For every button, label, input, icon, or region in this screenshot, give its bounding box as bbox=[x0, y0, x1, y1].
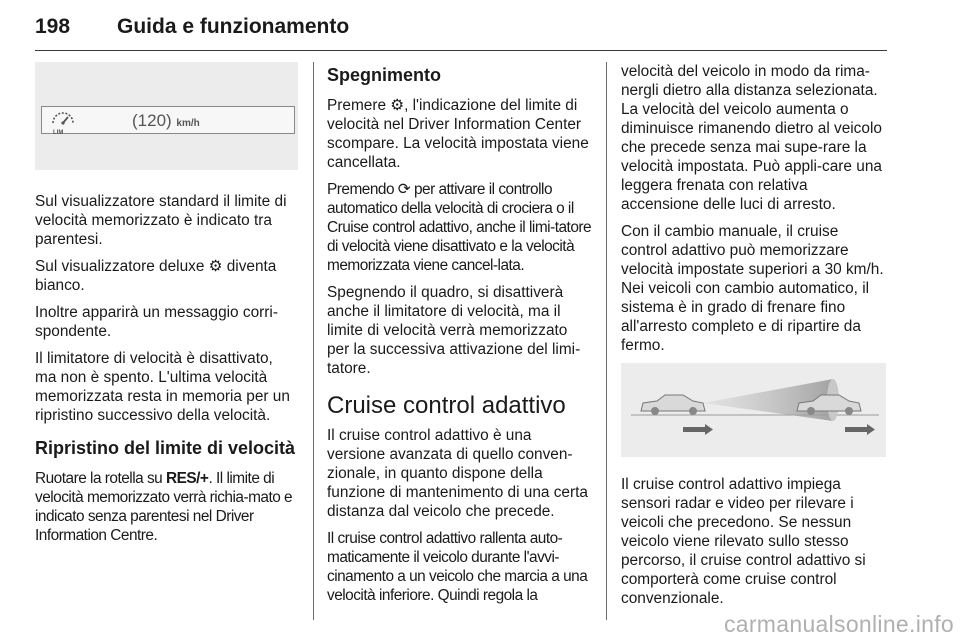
paragraph: Sul visualizzatore deluxe ⚙ diventa bianco. bbox=[35, 258, 277, 294]
watermark: carmanualsonline.info bbox=[723, 611, 954, 637]
page-number: 198 bbox=[35, 15, 71, 38]
speed-unit: km/h bbox=[176, 118, 200, 129]
adaptive-cruise-illustration bbox=[621, 363, 886, 457]
speed-limit-display-figure bbox=[35, 62, 298, 170]
stored-speed-value bbox=[132, 111, 200, 133]
section-heading: Ripristino del limite di velocità bbox=[35, 438, 296, 458]
column-divider bbox=[606, 62, 607, 620]
paragraph: velocità del veicolo in modo da rima-nergli dietro alla distanza selezionata. La velocità del veicolo aumenta o diminuisce rimanendo dietro al veicolo che precede senza mai supe-rare la velocità impostata. Può appli-care una leggera frenata con relativa accensione delle luci di arresto. bbox=[621, 63, 882, 213]
column-3 bbox=[621, 62, 886, 616]
paragraph: Il cruise control adattivo impiega sensori radar e video per rilevare i veicoli che precedono. Se nessun veicolo viene rilevato sullo stesso percorso, il cruise control adattivo si comporterà come cruise control convenzionale. bbox=[621, 476, 866, 607]
own-car-icon bbox=[641, 395, 705, 415]
paragraph: Con il cambio manuale, il cruise control adattivo può memorizzare velocità impostate superiori a 30 km/h. Nei veicoli con cambio automatico, il sistema è in grado di frenare fino all'arresto completo e di ripartire da fermo. bbox=[621, 223, 884, 354]
paragraph: Il cruise control adattivo rallenta auto-maticamente il veicolo durante l'avvi-cinamento a un veicolo che marcia a una velocità inferiore. Quindi regola la bbox=[327, 530, 588, 604]
direction-arrow-icon bbox=[845, 424, 875, 435]
direction-arrow-icon bbox=[683, 424, 713, 435]
paragraph: Spegnendo il quadro, si disattiverà anche il limitatore di velocità, ma il limite di velocità verrà memorizzato per la successiva attivazione del limi-tatore. bbox=[327, 284, 581, 377]
paragraph: Il cruise control adattivo è una versione avanzata di quello conven-zionale, in quanto dispone della funzione di mantenimento di una certa distanza dal veicolo che precede. bbox=[327, 427, 588, 520]
column-2 bbox=[327, 62, 592, 613]
stored-speed: (120) bbox=[132, 111, 172, 130]
running-head: Guida e funzionamento bbox=[117, 15, 350, 38]
chapter-heading: Cruise control adattivo bbox=[327, 392, 566, 419]
paragraph bbox=[35, 469, 298, 545]
column-1 bbox=[35, 62, 298, 553]
text-run: . Il limite di velocità memorizzato verrà richia-mato e indicato senza parentesi nel Driver Information Centre. bbox=[35, 470, 293, 544]
text-run: Ruotare la rotella su bbox=[35, 470, 167, 487]
paragraph: Premere ⚙, l'indicazione del limite di velocità nel Driver Information Center scompare. La velocità impostata viene cancellata. bbox=[327, 97, 589, 171]
paragraph: Il limitatore di velocità è disattivato, ma non è spento. L'ultima velocità memorizzata resta in memoria per un ripristino successivo della velocità. bbox=[35, 350, 290, 424]
page-header bbox=[35, 6, 887, 51]
adaptive-cruise-figure bbox=[621, 363, 886, 457]
paragraph: Inoltre apparirà un messaggio corri-spondente. bbox=[35, 304, 278, 340]
lim-display-bar bbox=[41, 106, 295, 134]
lim-label: LIM bbox=[53, 130, 64, 136]
column-divider bbox=[313, 62, 314, 620]
section-heading: Spegnimento bbox=[327, 65, 442, 85]
paragraph: Premendo ⟳ per attivare il controllo automatico della velocità di crociera o il Cruise control adattivo, anche il limi-tatore di velocità viene disattivato e la velocità memorizzata viene cancel-lata. bbox=[327, 181, 592, 274]
paragraph: Sul visualizzatore standard il limite di velocità memorizzato è indicato tra parentesi. bbox=[35, 193, 287, 248]
control-label: RES/+ bbox=[166, 470, 209, 487]
